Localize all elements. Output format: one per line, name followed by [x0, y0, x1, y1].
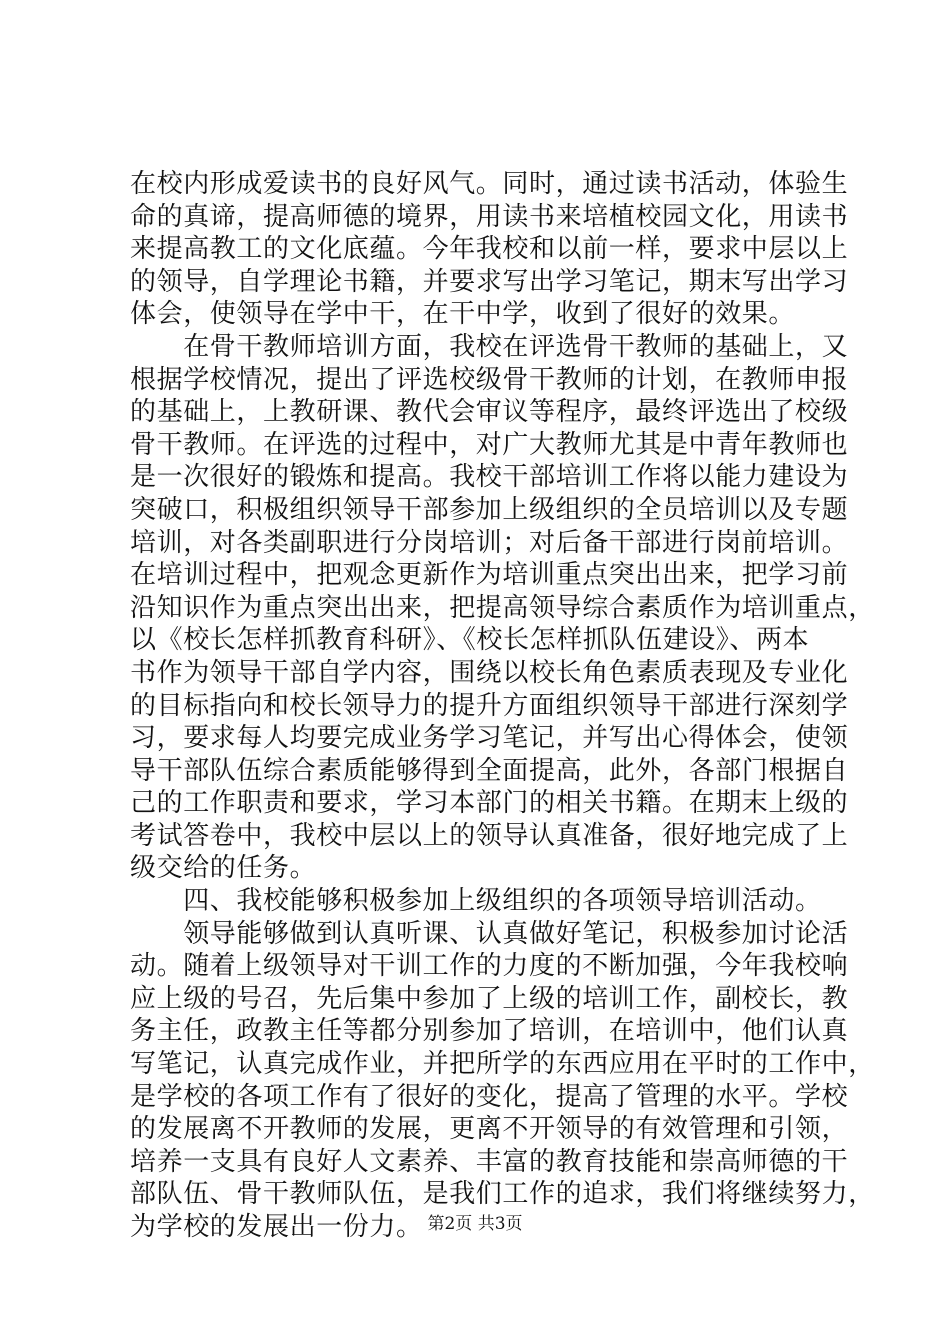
text-line: 来提高教工的文化底蕴。今年我校和以前一样，要求中层以上 [130, 234, 849, 265]
body-text [130, 168, 875, 1244]
text-line: 导干部队伍综合素质能够得到全面提高，此外，各部门根据自 [130, 755, 849, 786]
text-line: 的基础上，上教研课、教代会审议等程序，最终评选出了校级 [130, 397, 849, 428]
text-line: 根据学校情况，提出了评选校级骨干教师的计划，在教师申报 [130, 364, 849, 395]
text-line: 是学校的各项工作有了很好的变化，提高了管理的水平。学校 [130, 1081, 849, 1112]
text-line: 沿知识作为重点突出出来，把提高领导综合素质作为培训重点， [130, 592, 875, 623]
text-line: 的发展离不开教师的发展，更离不开领导的有效管理和引领， [130, 1114, 849, 1145]
text-line: 的目标指向和校长领导力的提升方面组织领导干部进行深刻学 [130, 690, 849, 721]
text-line: 书作为领导干部自学内容，围绕以校长角色素质表现及专业化 [130, 657, 849, 688]
text-line: 部队伍、骨干教师队伍，是我们工作的追求，我们将继续努力， [130, 1179, 875, 1210]
text-line: 考试答卷中，我校中层以上的领导认真准备，很好地完成了上 [130, 820, 849, 851]
page-number-footer: 第2页 共3页 [427, 1214, 523, 1234]
text-line: 在培训过程中，把观念更新作为培训重点突出出来，把学习前 [130, 560, 849, 591]
text-line: 突破口，积极组织领导干部参加上级组织的全员培训以及专题 [130, 494, 849, 525]
text-line: 培训，对各类副职进行分岗培训；对后备干部进行岗前培训。 [130, 527, 849, 558]
text-line: 己的工作职责和要求，学习本部门的相关书籍。在期末上级的 [130, 788, 849, 819]
text-line: 领导能够做到认真听课、认真做好笔记，积极参加讨论活 [130, 918, 849, 949]
text-line: 的领导，自学理论书籍，并要求写出学习笔记，期末写出学习 [130, 266, 849, 297]
text-line: 以《校长怎样抓教育科研》、《校长怎样抓队伍建设》、两本 [130, 625, 810, 656]
text-line: 动。随着上级领导对干训工作的力度的不断加强，今年我校响 [130, 951, 849, 982]
text-line: 四、我校能够积极参加上级组织的各项领导培训活动。 [130, 886, 822, 917]
text-line: 培养一支具有良好人文素养、丰富的教育技能和崇高师德的干 [130, 1146, 849, 1177]
text-line: 级交给的任务。 [130, 853, 317, 884]
text-line: 务主任，政教主任等都分别参加了培训，在培训中，他们认真 [130, 1016, 849, 1047]
text-line: 骨干教师。在评选的过程中，对广大教师尤其是中青年教师也 [130, 429, 849, 460]
text-line: 在骨干教师培训方面，我校在评选骨干教师的基础上，又 [130, 331, 849, 362]
text-line: 为学校的发展出一份力。 [130, 1212, 423, 1242]
text-line: 应上级的号召，先后集中参加了上级的培训工作，副校长，教 [130, 983, 849, 1014]
text-line: 命的真谛，提高师德的境界，用读书来培植校园文化，用读书 [130, 201, 849, 232]
text-line: 是一次很好的锻炼和提高。我校干部培训工作将以能力建设为 [130, 462, 849, 493]
text-line: 在校内形成爱读书的良好风气。同时，通过读书活动，体验生 [130, 169, 849, 199]
text-line: 写笔记，认真完成作业，并把所学的东西应用在平时的工作中， [130, 1049, 875, 1080]
text-line: 习，要求每人均要完成业务学习笔记，并写出心得体会，使领 [130, 723, 849, 754]
text-line: 体会，使领导在学中干，在干中学，收到了很好的效果。 [130, 299, 796, 330]
